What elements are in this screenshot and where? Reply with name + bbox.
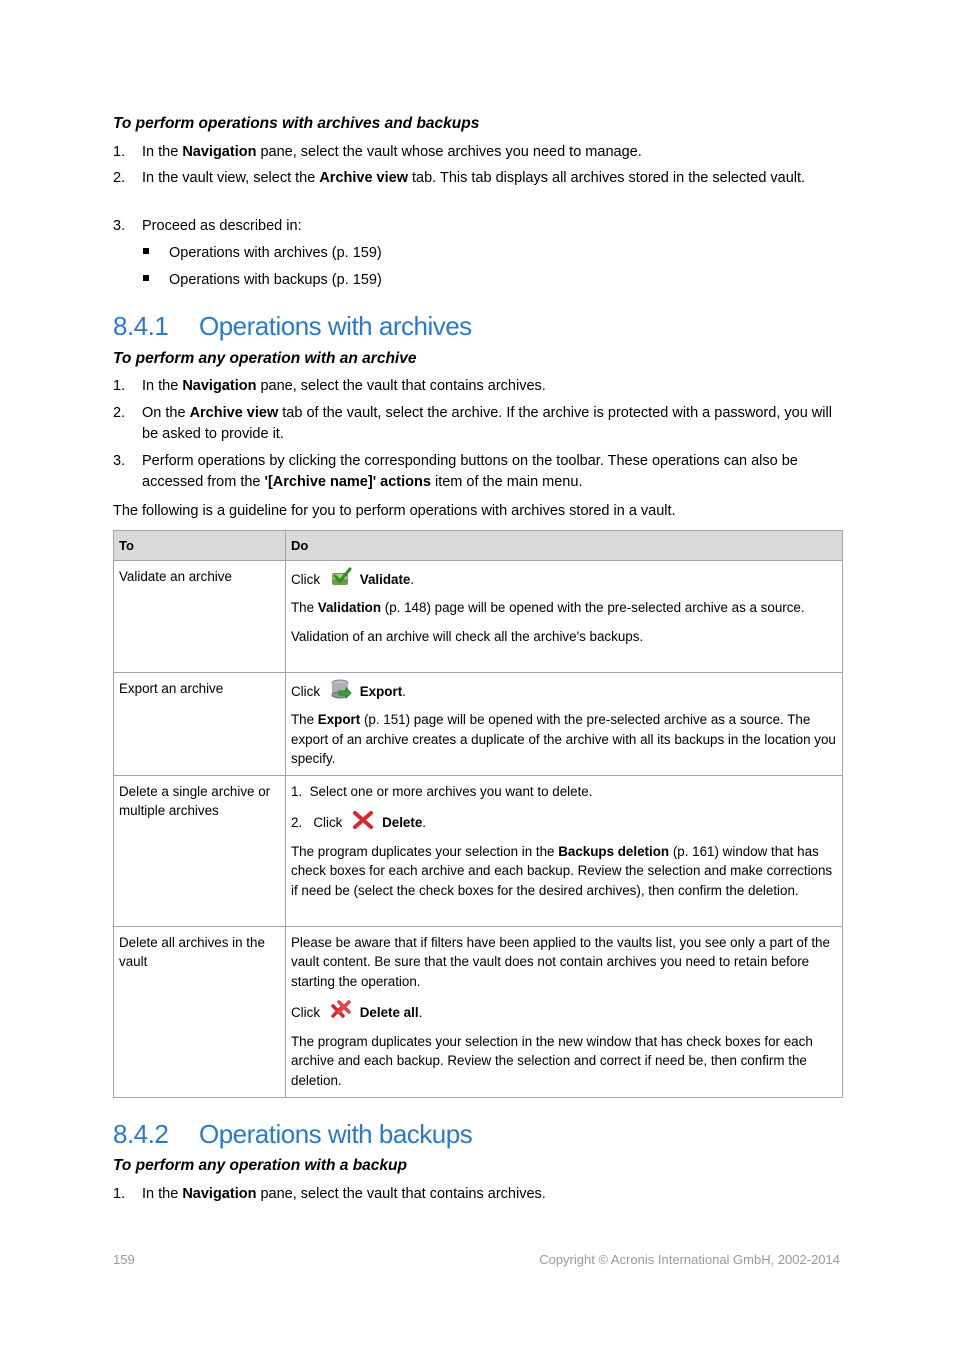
table-row: Validate an archive Click Validate. The Validation (p. 148) page will be opened with the pre-selected archive as a source. Validation of an archive will check all the archive's backups. xyxy=(114,560,843,672)
list-item: 3. Perform operations by clicking the corresponding buttons on the toolbar. These operations can also be accessed from the '[Archive name]' actions item of the main menu. xyxy=(113,453,798,490)
export-icon[interactable] xyxy=(330,679,352,699)
page-number: 159 xyxy=(113,1252,135,1267)
link-operations-with-archives[interactable]: Operations with archives (p. 159) xyxy=(143,243,382,264)
row-label: Delete all archives in the vault xyxy=(114,926,286,1097)
bullet-icon xyxy=(143,248,149,254)
section-heading-842: 8.4.2 Operations with backups xyxy=(113,1119,473,1149)
validate-icon[interactable] xyxy=(330,567,352,587)
link-operations-with-backups[interactable]: Operations with backups (p. 159) xyxy=(143,270,382,291)
column-header-to: To xyxy=(114,531,286,561)
delete-all-icon[interactable] xyxy=(330,1000,352,1020)
procedure-title: To perform any operation with a backup xyxy=(113,1157,407,1174)
guideline-paragraph: The following is a guideline for you to perform operations with archives stored in a vault. xyxy=(113,503,676,519)
table-row: Delete a single archive or multiple archives 1. Select one or more archives you want to delete. 2. Click Delete. The program duplicates your selection in the Backups deletion (p. 161) window that has check boxes for each archive and each backup. Review the selection and make corrections if need be (select the check boxes for the desired archives), then confirm the deletion. xyxy=(114,775,843,926)
procedure-title: To perform operations with archives and backups xyxy=(113,115,480,132)
row-label: Validate an archive xyxy=(114,560,286,672)
delete-icon[interactable] xyxy=(352,810,374,830)
list-item: 3. Proceed as described in: xyxy=(113,218,302,234)
list-item: 1. In the Navigation pane, select the vault that contains archives. xyxy=(113,378,546,394)
procedure-title: To perform any operation with an archive xyxy=(113,350,417,367)
list-item: 1. In the Navigation pane, select the vault that contains archives. xyxy=(113,1186,546,1202)
bullet-icon xyxy=(143,275,149,281)
table-row: Delete all archives in the vault Please be aware that if filters have been applied to the vaults list, you see only a part of the vault content. Be sure that the vault does not contain archives you need to retain before starting the operation. Click Delete all. The program duplicates your selection in the new window that has check boxes for each archive and each backup. Review the selection and correct if need be, then confirm the deletion. xyxy=(114,926,843,1097)
column-header-do: Do xyxy=(286,531,843,561)
copyright: Copyright © Acronis International GmbH, 2002-2014 xyxy=(539,1252,840,1267)
row-label: Delete a single archive or multiple archives xyxy=(114,775,286,926)
table-header-row xyxy=(114,531,843,561)
section-heading-841: 8.4.1 Operations with archives xyxy=(113,311,472,341)
row-label: Export an archive xyxy=(114,672,286,775)
list-item: 1. In the Navigation pane, select the vault whose archives you need to manage. xyxy=(113,144,642,160)
list-item: 2. In the vault view, select the Archive view tab. This tab displays all archives stored in the selected vault. xyxy=(113,170,806,186)
operations-table xyxy=(113,530,843,1098)
table-row: Export an archive Click Export. The Export (p. 151) page will be opened with the pre-selected archive as a source. The export of an archive creates a duplicate of the archive with all its backups in the location you specify. xyxy=(114,672,843,775)
list-item: 2. On the Archive view tab of the vault, select the archive. If the archive is protected with a password, you will be asked to provide it. xyxy=(113,405,832,442)
